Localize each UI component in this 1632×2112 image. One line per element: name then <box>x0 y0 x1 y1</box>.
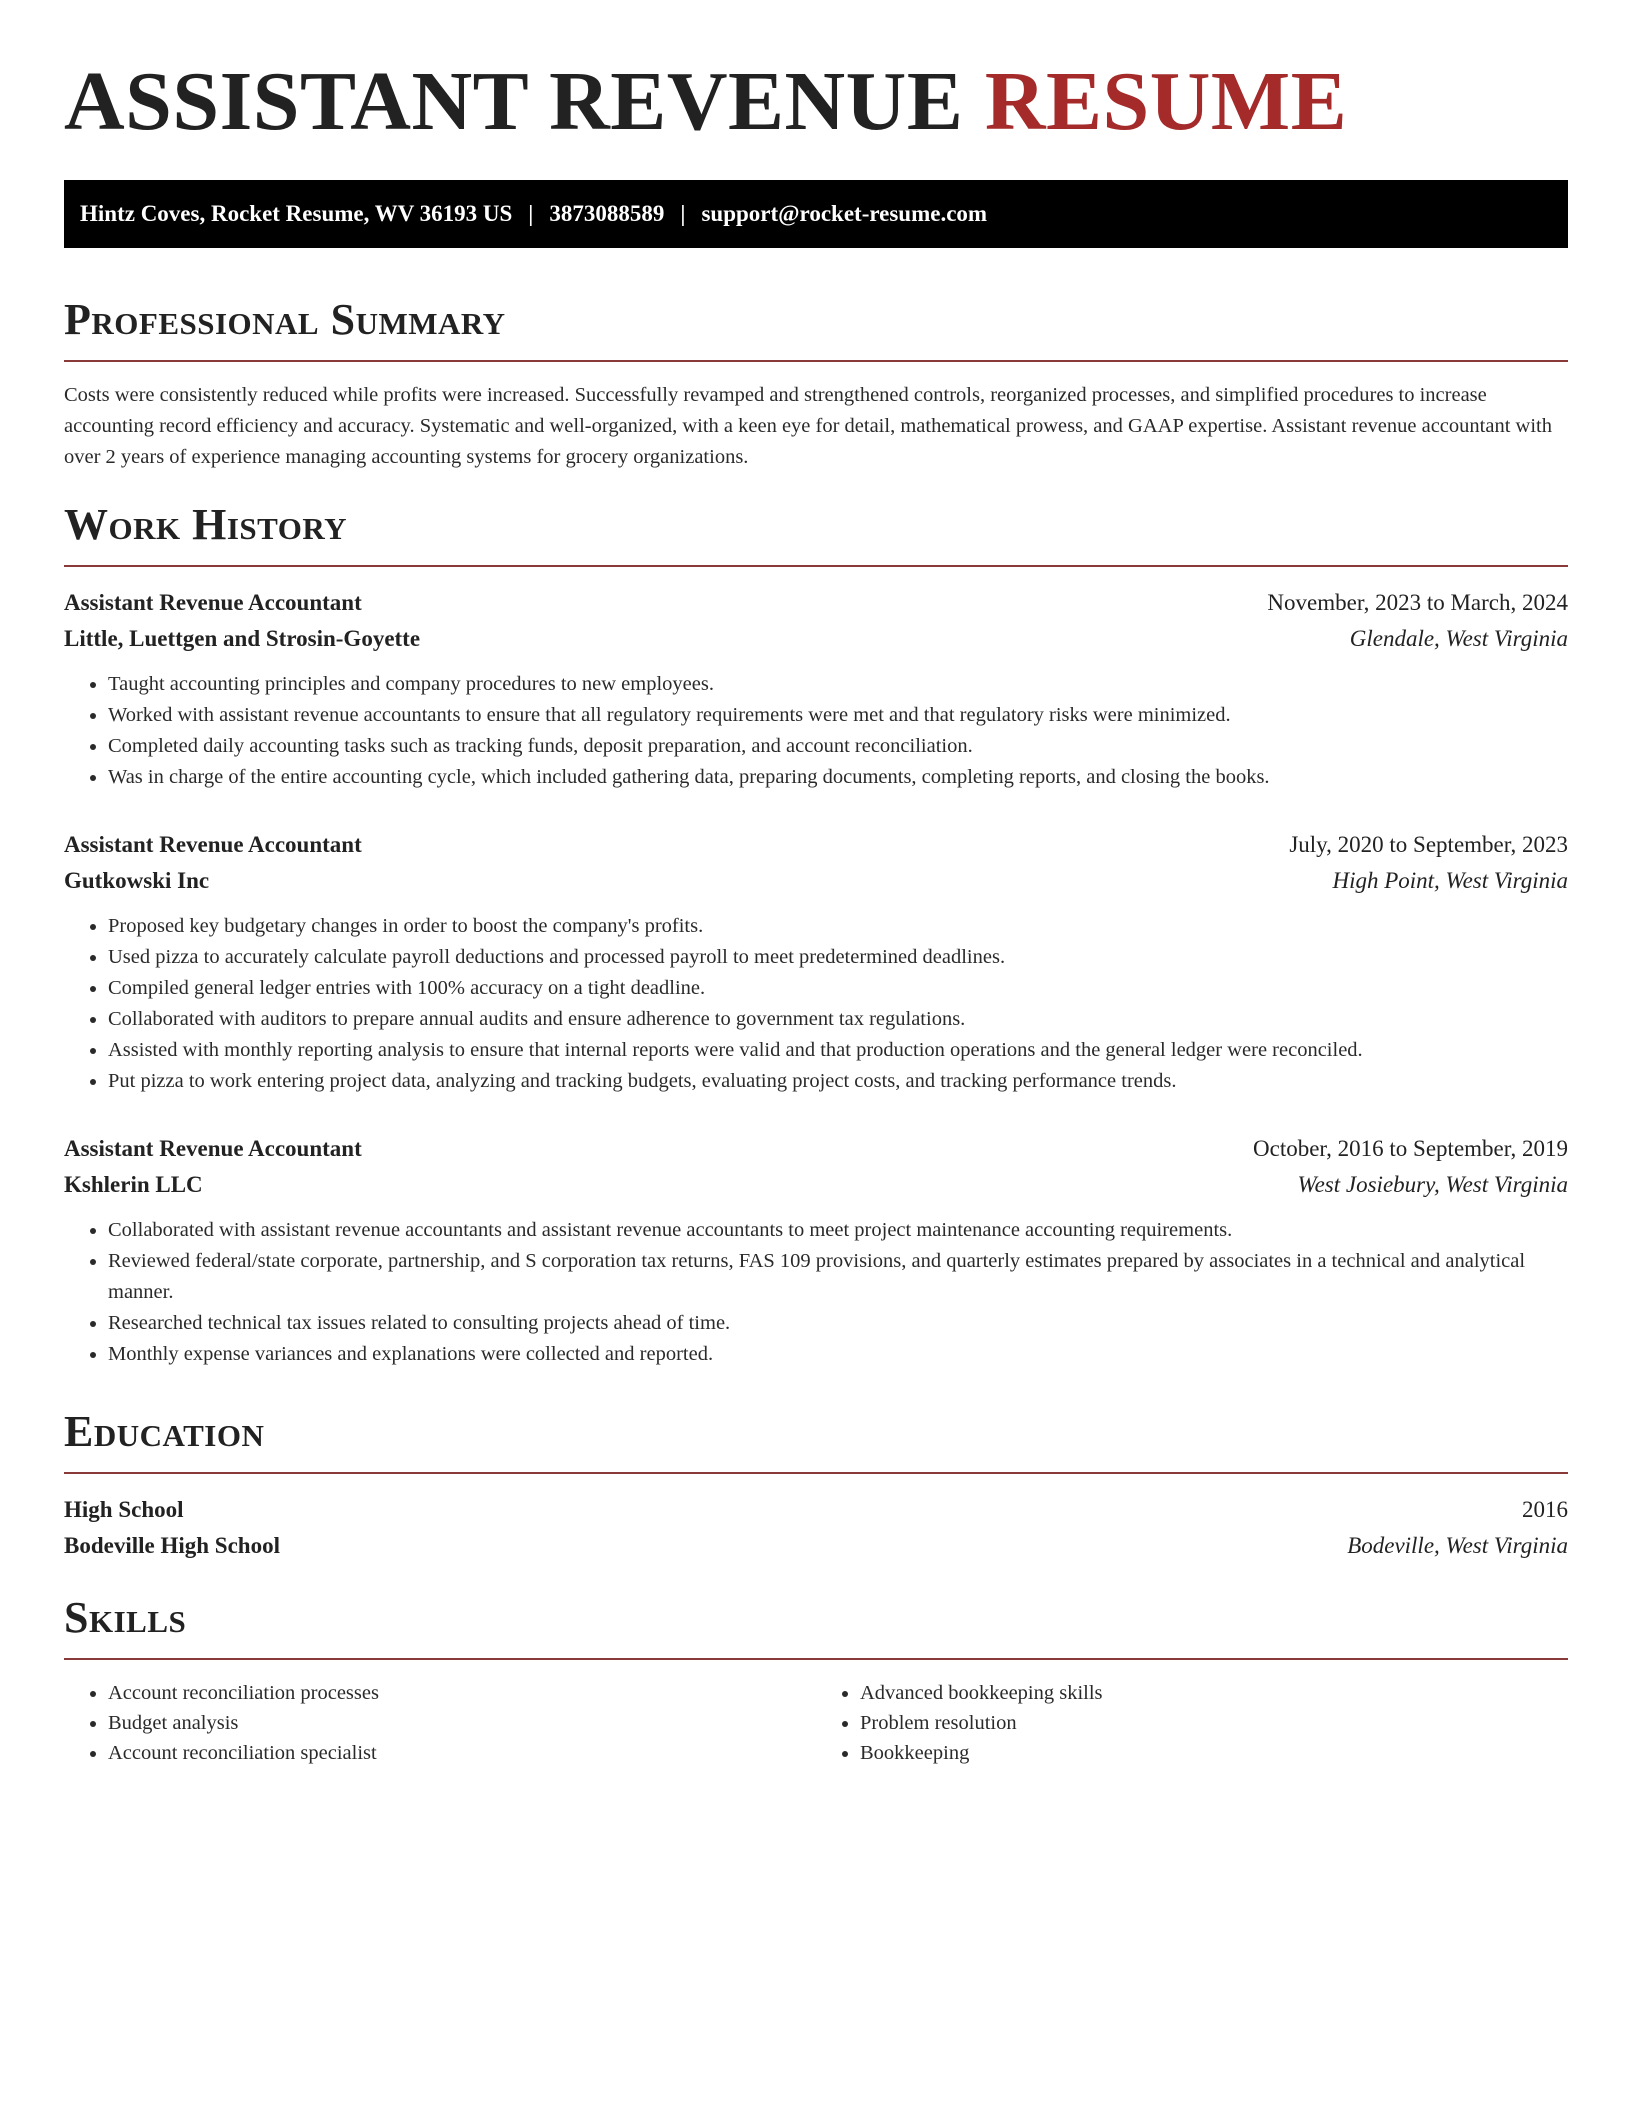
title-accent: RESUME <box>984 55 1348 148</box>
education-section <box>64 1404 1568 1564</box>
job-location: Glendale, West Virginia <box>1349 626 1568 651</box>
job-bullets <box>64 669 1568 793</box>
job-dates: November, 2023 to March, 2024 <box>1267 590 1568 615</box>
job-dates: July, 2020 to September, 2023 <box>1289 832 1568 857</box>
job-entry <box>64 585 1568 793</box>
job-entry <box>64 1131 1568 1370</box>
job-company: Little, Luettgen and Strosin-Goyette <box>64 626 421 651</box>
education-entry <box>64 1492 1568 1564</box>
section-heading-work: Work History <box>64 500 348 549</box>
professional-summary-section <box>64 292 1568 473</box>
job-header-row <box>64 585 1568 621</box>
contact-bar <box>64 180 1568 248</box>
contact-separator: | <box>680 201 686 226</box>
job-title: Assistant Revenue Accountant <box>64 832 362 857</box>
job-company-row <box>64 1167 1568 1203</box>
job-company: Gutkowski Inc <box>64 868 210 893</box>
skills-list-right <box>816 1678 1568 1768</box>
section-heading-skills: Skills <box>64 1593 187 1642</box>
section-divider <box>64 360 1568 362</box>
job-entry <box>64 827 1568 1097</box>
skill-item: • Bookkeeping <box>860 1738 1568 1768</box>
job-bullets <box>64 1215 1568 1370</box>
job-dates: October, 2016 to September, 2019 <box>1253 1136 1568 1161</box>
education-header-row <box>64 1492 1568 1528</box>
work-history-section <box>64 497 1568 1370</box>
job-company-row <box>64 863 1568 899</box>
section-divider <box>64 1472 1568 1474</box>
summary-text: Costs were consistently reduced while profits were increased. Successfully revamped and strengthened controls, reorganized processes, and simplified procedures to increase accounting record efficiency and accuracy. Systematic and well-organized, with a keen eye for detail, mathematical prowess, and GAAP expertise. Assistant revenue accountant with over 2 years of experience managing accounting systems for grocery organizations. <box>64 384 1552 468</box>
job-location: West Josiebury, West Virginia <box>1297 1172 1568 1197</box>
job-bullet: • Used pizza to accurately calculate payroll deductions and processed payroll to meet predetermined deadlines. <box>108 942 1568 973</box>
job-bullet: • Researched technical tax issues related to consulting projects ahead of time. <box>108 1308 1568 1339</box>
job-header-row <box>64 1131 1568 1167</box>
skills-section <box>64 1590 1568 1768</box>
job-company: Kshlerin LLC <box>64 1172 203 1197</box>
contact-phone: 3873088589 <box>549 201 665 226</box>
section-divider <box>64 1658 1568 1660</box>
job-bullet: • Monthly expense variances and explanations were collected and reported. <box>108 1339 1568 1370</box>
job-bullet: • Taught accounting principles and company procedures to new employees. <box>108 669 1568 700</box>
job-bullets <box>64 911 1568 1097</box>
education-school: Bodeville High School <box>64 1533 280 1558</box>
skills-columns <box>64 1678 1568 1768</box>
education-degree: High School <box>64 1497 184 1522</box>
job-bullet: • Proposed key budgetary changes in order to boost the company's profits. <box>108 911 1568 942</box>
education-location: Bodeville, West Virginia <box>1347 1533 1568 1558</box>
job-bullet: • Compiled general ledger entries with 100% accuracy on a tight deadline. <box>108 973 1568 1004</box>
job-bullet: • Collaborated with auditors to prepare annual audits and ensure adherence to government tax regulations. <box>108 1004 1568 1035</box>
job-bullet: • Put pizza to work entering project data, analyzing and tracking budgets, evaluating project costs, and tracking performance trends. <box>108 1066 1568 1097</box>
skill-item: • Budget analysis <box>108 1708 816 1738</box>
section-divider <box>64 565 1568 567</box>
section-heading-summary: Professional Summary <box>64 295 506 344</box>
contact-email: support@rocket-resume.com <box>701 201 988 226</box>
job-location: High Point, West Virginia <box>1332 868 1568 893</box>
job-bullet: • Reviewed federal/state corporate, partnership, and S corporation tax returns, FAS 109 provisions, and quarterly estimates prepared by associates in a technical and analytical manner. <box>108 1246 1568 1308</box>
education-school-row <box>64 1528 1568 1564</box>
job-bullet: • Completed daily accounting tasks such as tracking funds, deposit preparation, and account reconciliation. <box>108 731 1568 762</box>
education-year: 2016 <box>1522 1497 1568 1522</box>
title-main: ASSISTANT REVENUE <box>64 55 964 148</box>
job-bullet: • Was in charge of the entire accounting cycle, which included gathering data, preparing documents, completing reports, and closing the books. <box>108 762 1568 793</box>
resume-title <box>64 52 1568 152</box>
skill-item: • Account reconciliation processes <box>108 1678 816 1708</box>
skill-item: • Advanced bookkeeping skills <box>860 1678 1568 1708</box>
section-heading-education: Education <box>64 1407 265 1456</box>
job-title: Assistant Revenue Accountant <box>64 1136 362 1161</box>
skill-item: • Account reconciliation specialist <box>108 1738 816 1768</box>
skill-item: • Problem resolution <box>860 1708 1568 1738</box>
skills-list-left <box>64 1678 816 1768</box>
job-bullet: • Collaborated with assistant revenue accountants and assistant revenue accountants to meet project maintenance accounting requirements. <box>108 1215 1568 1246</box>
job-header-row <box>64 827 1568 863</box>
contact-address: Hintz Coves, Rocket Resume, WV 36193 US <box>80 201 513 226</box>
job-title: Assistant Revenue Accountant <box>64 590 362 615</box>
job-company-row <box>64 621 1568 657</box>
job-bullet: • Worked with assistant revenue accountants to ensure that all regulatory requirements were met and that regulatory risks were minimized. <box>108 700 1568 731</box>
job-bullet: • Assisted with monthly reporting analysis to ensure that internal reports were valid and that production operations and the general ledger were reconciled. <box>108 1035 1568 1066</box>
contact-separator: | <box>528 201 534 226</box>
